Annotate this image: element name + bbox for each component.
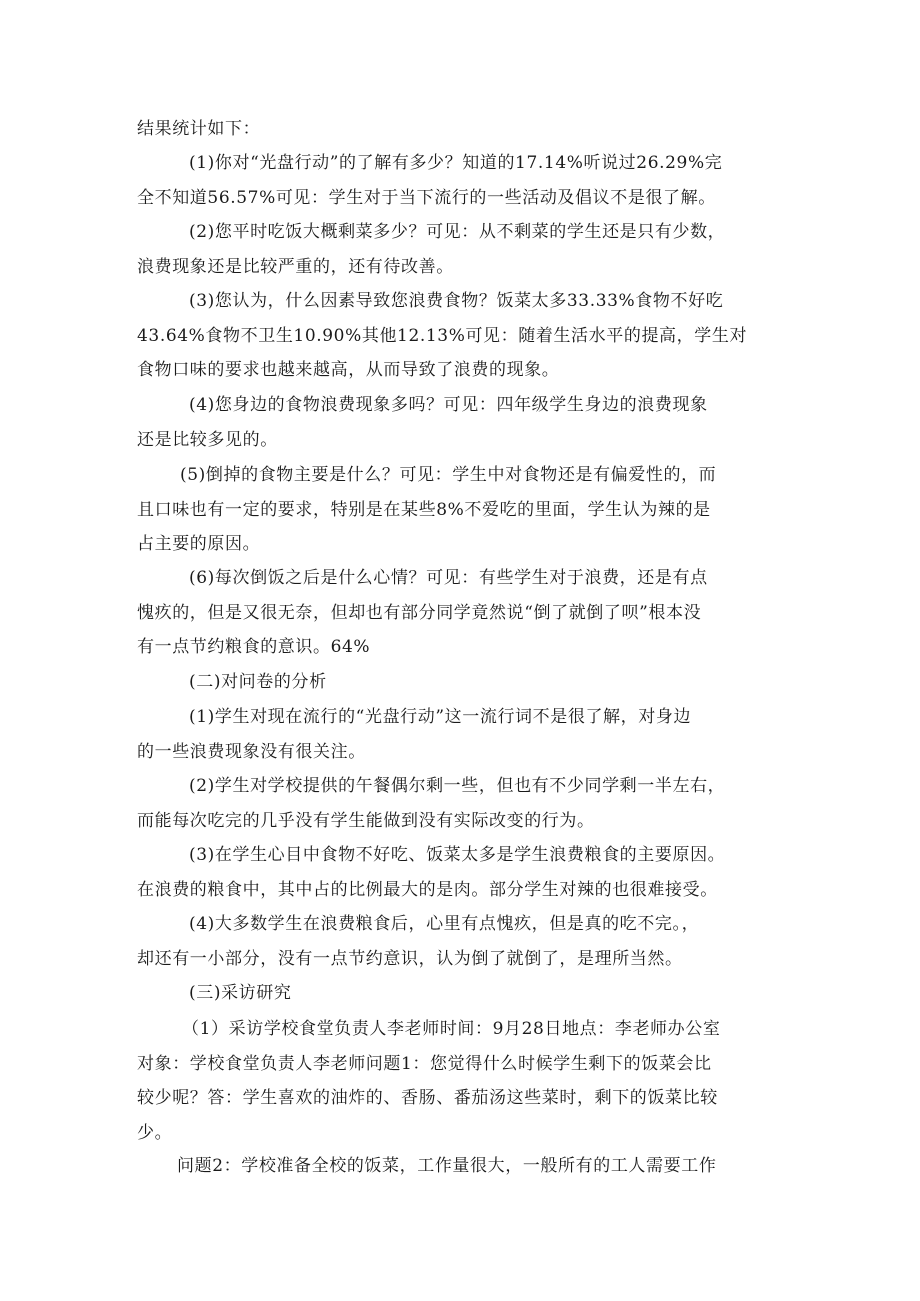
text-line: (2)学生对学校提供的午餐偶尔剩一些，但也有不少同学剩一半左右， xyxy=(189,776,726,796)
analysis-3 xyxy=(137,838,797,907)
text-line: (1)你对“光盘行动”的了解有多少？知道的17.14%听说过26.29%完 xyxy=(189,153,723,173)
text-line: (1)学生对现在流行的“光盘行动”这一流行词不是很了解，对身边 xyxy=(189,707,692,727)
text-line: 愧疚的，但是又很无奈，但却也有部分同学竟然说“倒了就倒了呗”根本没 xyxy=(137,602,702,623)
text-line: (4)大多数学生在浪费粮食后，心里有点愧疚，但是真的吃不完。， xyxy=(189,914,700,934)
survey-result-6 xyxy=(137,561,797,665)
text-line: (三)采访研究 xyxy=(189,983,292,1003)
text-line: 结果统计如下： xyxy=(137,119,261,139)
survey-result-3 xyxy=(137,284,797,388)
analysis-2 xyxy=(137,769,797,838)
survey-result-1 xyxy=(137,146,797,215)
text-line: (6)每次倒饭之后是什么心情？可见：有些学生对于浪费，还是有点 xyxy=(189,568,708,588)
text-line: 食物口味的要求也越来越高，从而导致了浪费的现象。 xyxy=(137,360,560,380)
text-line: (4)您身边的食物浪费现象多吗？可见：四年级学生身边的浪费现象 xyxy=(189,395,708,415)
survey-result-4 xyxy=(137,388,797,457)
text-line: 少。 xyxy=(137,1122,173,1143)
text-line: (3)您认为，什么因素导致您浪费食物？饭菜太多33.33%食物不好吃 xyxy=(189,291,724,311)
analysis-4 xyxy=(137,907,797,976)
text-line: 且口味也有一定的要求，特别是在某些8%不爱吃的里面，学生认为辣的是 xyxy=(137,499,711,520)
text-line: 而能每次吃完的几乎没有学生能做到没有实际改变的行为。 xyxy=(137,810,595,831)
text-line: 较少呢？答：学生喜欢的油炸的、香肠、番茄汤这些菜时，剩下的饭菜比较 xyxy=(137,1088,718,1108)
section-heading-analysis xyxy=(137,665,797,700)
text-line: (2)您平时吃饭大概剩菜多少？可见：从不剩菜的学生还是只有少数， xyxy=(189,222,726,242)
section-heading-interview xyxy=(137,976,797,1011)
text-line: 浪费现象还是比较严重的，还有待改善。 xyxy=(137,256,454,277)
analysis-1 xyxy=(137,700,797,769)
text-line: 占主要的原因。 xyxy=(137,534,261,554)
text-line: 还是比较多见的。 xyxy=(137,429,278,450)
interview-1 xyxy=(137,1012,797,1150)
text-line: 全不知道56.57%可见：学生对于当下流行的一些活动及倡议不是很了解。 xyxy=(137,187,716,208)
text-line: (5)倒掉的食物主要是什么？可见：学生中对食物还是有偏爱性的，而 xyxy=(180,465,717,485)
text-line: 43.64%食物不卫生10.90%其他12.13%可见：随着生活水平的提高，学生对 xyxy=(137,325,748,346)
survey-result-5 xyxy=(137,458,797,562)
text-line: (二)对问卷的分析 xyxy=(189,672,327,692)
text-line: （1）采访学校食堂负责人李老师时间：9月28日地点：李老师办公室 xyxy=(182,1019,721,1039)
text-line: 问题2：学校准备全校的饭菜，工作量很大，一般所有的工人需要工作 xyxy=(177,1156,717,1176)
intro-paragraph xyxy=(137,112,797,147)
survey-result-2 xyxy=(137,215,797,284)
text-line: 却还有一小部分，没有一点节约意识，认为倒了就倒了，是理所当然。 xyxy=(137,948,683,969)
text-line: 的一些浪费现象没有很关注。 xyxy=(137,741,366,762)
text-line: 对象：学校食堂负责人李老师问题1：您觉得什么时候学生剩下的饭菜会比 xyxy=(137,1053,712,1074)
text-line: (3)在学生心目中食物不好吃、饭菜太多是学生浪费粮食的主要原因。 xyxy=(189,845,726,865)
interview-2 xyxy=(137,1149,797,1184)
text-line: 在浪费的粮食中，其中占的比例最大的是肉。部分学生对辣的也很难接受。 xyxy=(137,879,718,900)
text-line: 有一点节约粮食的意识。64% xyxy=(137,637,371,657)
